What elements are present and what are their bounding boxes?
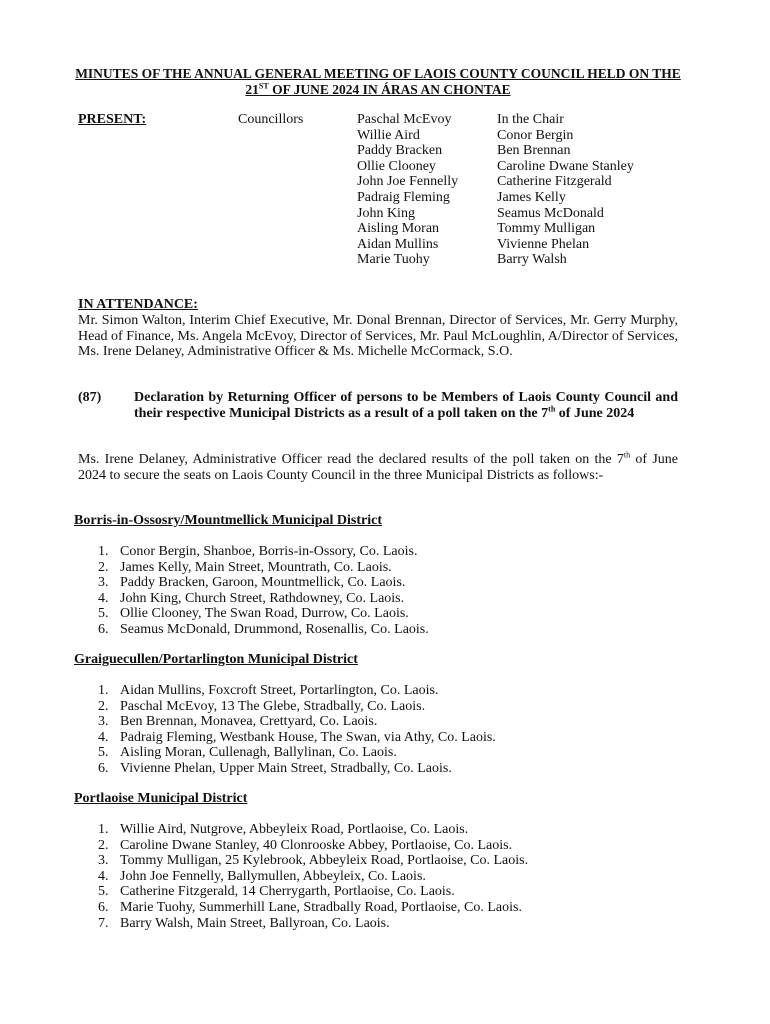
list-item [74,761,496,777]
item-heading-end: of June 2024 [555,405,635,421]
list-item-number: 4. [98,590,109,606]
list-item-number: 2. [98,837,109,853]
list-item [74,884,528,900]
item-number: (87) [78,390,102,405]
councillor-name: Ollie Clooney [357,158,436,174]
document-title [74,66,682,98]
district-heading: Borris-in-Ossosry/Mountmellick Municipal District [74,513,382,528]
title-date-rest: OF JUNE 2024 IN ÁRAS AN CHONTAE [268,82,511,97]
member-entry: Vivienne Phelan, Upper Main Street, Stradbally, Co. Laois. [120,760,452,776]
district-heading: Graiguecullen/Portarlington Municipal District [74,652,358,667]
councillor-name: Conor Bergin [497,127,574,143]
list-item-number: 7. [98,915,109,931]
councillor-name: Willie Aird [357,127,420,143]
list-item [74,683,496,699]
list-item [74,714,496,730]
present-role: Councillors [238,112,304,127]
list-item-number: 1. [98,544,109,559]
list-item-number: 1. [98,683,109,698]
councillor-name: Tommy Mulligan [497,221,596,237]
councillor-name: Ben Brennan [497,143,571,159]
councillor-name: Caroline Dwane Stanley [497,158,634,174]
list-item-number: 2. [98,559,109,575]
councillor-name: Aisling Moran [357,221,440,237]
list-item [74,916,528,932]
councillor-name: Catherine Fitzgerald [497,174,612,190]
member-entry: Ben Brennan, Monavea, Crettyard, Co. Laois. [120,714,378,730]
member-entry: Barry Walsh, Main Street, Ballyroan, Co. Laois. [120,915,390,931]
member-entry: Marie Tuohy, Summerhill Lane, Stradbally Road, Portlaoise, Co. Laois. [120,899,522,915]
member-entry: James Kelly, Main Street, Mountrath, Co. Laois. [120,559,392,575]
title-date-suffix: ST [258,81,269,91]
attendance-text: Mr. Simon Walton, Interim Chief Executive, Mr. Donal Brennan, Director of Services, Mr. Gerry Murphy, Head of Finance, Ms. Angela McEvoy, Director of Services, Mr. Paul McLoughlin, A/Director of Services, Ms. Irene Delaney, Administrative Officer & Ms. Michelle McCormack, S.O. [78,313,678,360]
member-entry: Willie Aird, Nutgrove, Abbeyleix Road, Portlaoise, Co. Laois. [120,822,469,837]
present-label: PRESENT: [78,112,147,127]
item-intro-end: of June 2024 to secure the seats on Laois County Council in the three Municipal Districts as follows:- [78,452,679,483]
list-item [74,575,429,591]
councillor-name: James Kelly [497,189,566,205]
attendance-label: IN ATTENDANCE: [78,297,198,312]
councillor-name: Barry Walsh [497,252,567,268]
list-item [74,822,528,838]
title-line-2 [74,82,682,98]
item-intro-sup: th [623,450,631,460]
member-entry: Tommy Mulligan, 25 Kylebrook, Abbeyleix Road, Portlaoise, Co. Laois. [120,853,529,869]
councillor-name: Seamus McDonald [497,205,604,221]
list-item [74,699,496,715]
member-entry: Seamus McDonald, Drummond, Rosenallis, Co. Laois. [120,621,429,637]
list-item [74,606,429,622]
councillor-name: Vivienne Phelan [497,236,590,252]
councillor-name: Padraig Fleming [357,189,450,205]
list-item [74,745,496,761]
list-item-number: 6. [98,621,109,637]
member-entry: Aisling Moran, Cullenagh, Ballylinan, Co. Laois. [120,745,397,761]
councillor-name: Paddy Bracken [357,143,443,159]
district-member-list [74,822,528,931]
district-member-list [74,544,429,638]
list-item-number: 3. [98,853,109,869]
list-item-number: 2. [98,698,109,714]
list-item-number: 3. [98,714,109,730]
list-item-number: 4. [98,868,109,884]
item-intro [78,452,678,483]
member-entry: John Joe Fennelly, Ballymullen, Abbeyleix, Co. Laois. [120,868,426,884]
district-heading: Portlaoise Municipal District [74,791,248,806]
list-item-number: 6. [98,760,109,776]
district-member-list [74,683,496,777]
list-item [74,622,429,638]
list-item-number: 5. [98,745,109,761]
present-column-1 [357,112,458,268]
member-entry: Catherine Fitzgerald, 14 Cherrygarth, Portlaoise, Co. Laois. [120,884,455,900]
member-entry: John King, Church Street, Rathdowney, Co. Laois. [120,590,405,606]
councillor-name: Paschal McEvoy [357,112,452,127]
list-item [74,730,496,746]
item-heading-text: Declaration by Returning Officer of persons to be Members of Laois County Council and their respective Municipal Districts as a result of a poll taken on the 7 [134,390,678,421]
item-heading [134,390,678,421]
member-entry: Caroline Dwane Stanley, 40 Clonrooske Abbey, Portlaoise, Co. Laois. [120,837,513,853]
list-item [74,838,528,854]
list-item-number: 1. [98,822,109,837]
list-item-number: 5. [98,884,109,900]
councillor-name: John Joe Fennelly [357,174,459,190]
title-date-day: 21 [245,82,259,97]
list-item [74,869,528,885]
list-item-number: 6. [98,899,109,915]
item-heading-sup: th [548,403,556,413]
title-line-1: MINUTES OF THE ANNUAL GENERAL MEETING OF LAOIS COUNTY COUNCIL HELD ON THE [75,66,681,81]
councillor-name: In the Chair [497,112,564,127]
list-item-number: 3. [98,575,109,591]
member-entry: Padraig Fleming, Westbank House, The Swan, via Athy, Co. Laois. [120,729,496,745]
member-entry: Aidan Mullins, Foxcroft Street, Portarlington, Co. Laois. [120,683,439,698]
member-entry: Paddy Bracken, Garoon, Mountmellick, Co. Laois. [120,575,406,591]
list-item [74,900,528,916]
list-item [74,560,429,576]
present-column-2 [497,112,634,268]
councillor-name: Aidan Mullins [357,236,439,252]
councillor-name: John King [357,205,415,221]
list-item-number: 5. [98,606,109,622]
list-item-number: 4. [98,729,109,745]
list-item [74,853,528,869]
councillor-name: Marie Tuohy [357,252,430,268]
item-intro-text: Ms. Irene Delaney, Administrative Officer read the declared results of the poll taken on the 7 [78,452,624,467]
member-entry: Ollie Clooney, The Swan Road, Durrow, Co. Laois. [120,606,409,622]
member-entry: Paschal McEvoy, 13 The Glebe, Stradbally, Co. Laois. [120,698,426,714]
member-entry: Conor Bergin, Shanboe, Borris-in-Ossory, Co. Laois. [120,544,418,559]
list-item [74,544,429,560]
list-item [74,591,429,607]
